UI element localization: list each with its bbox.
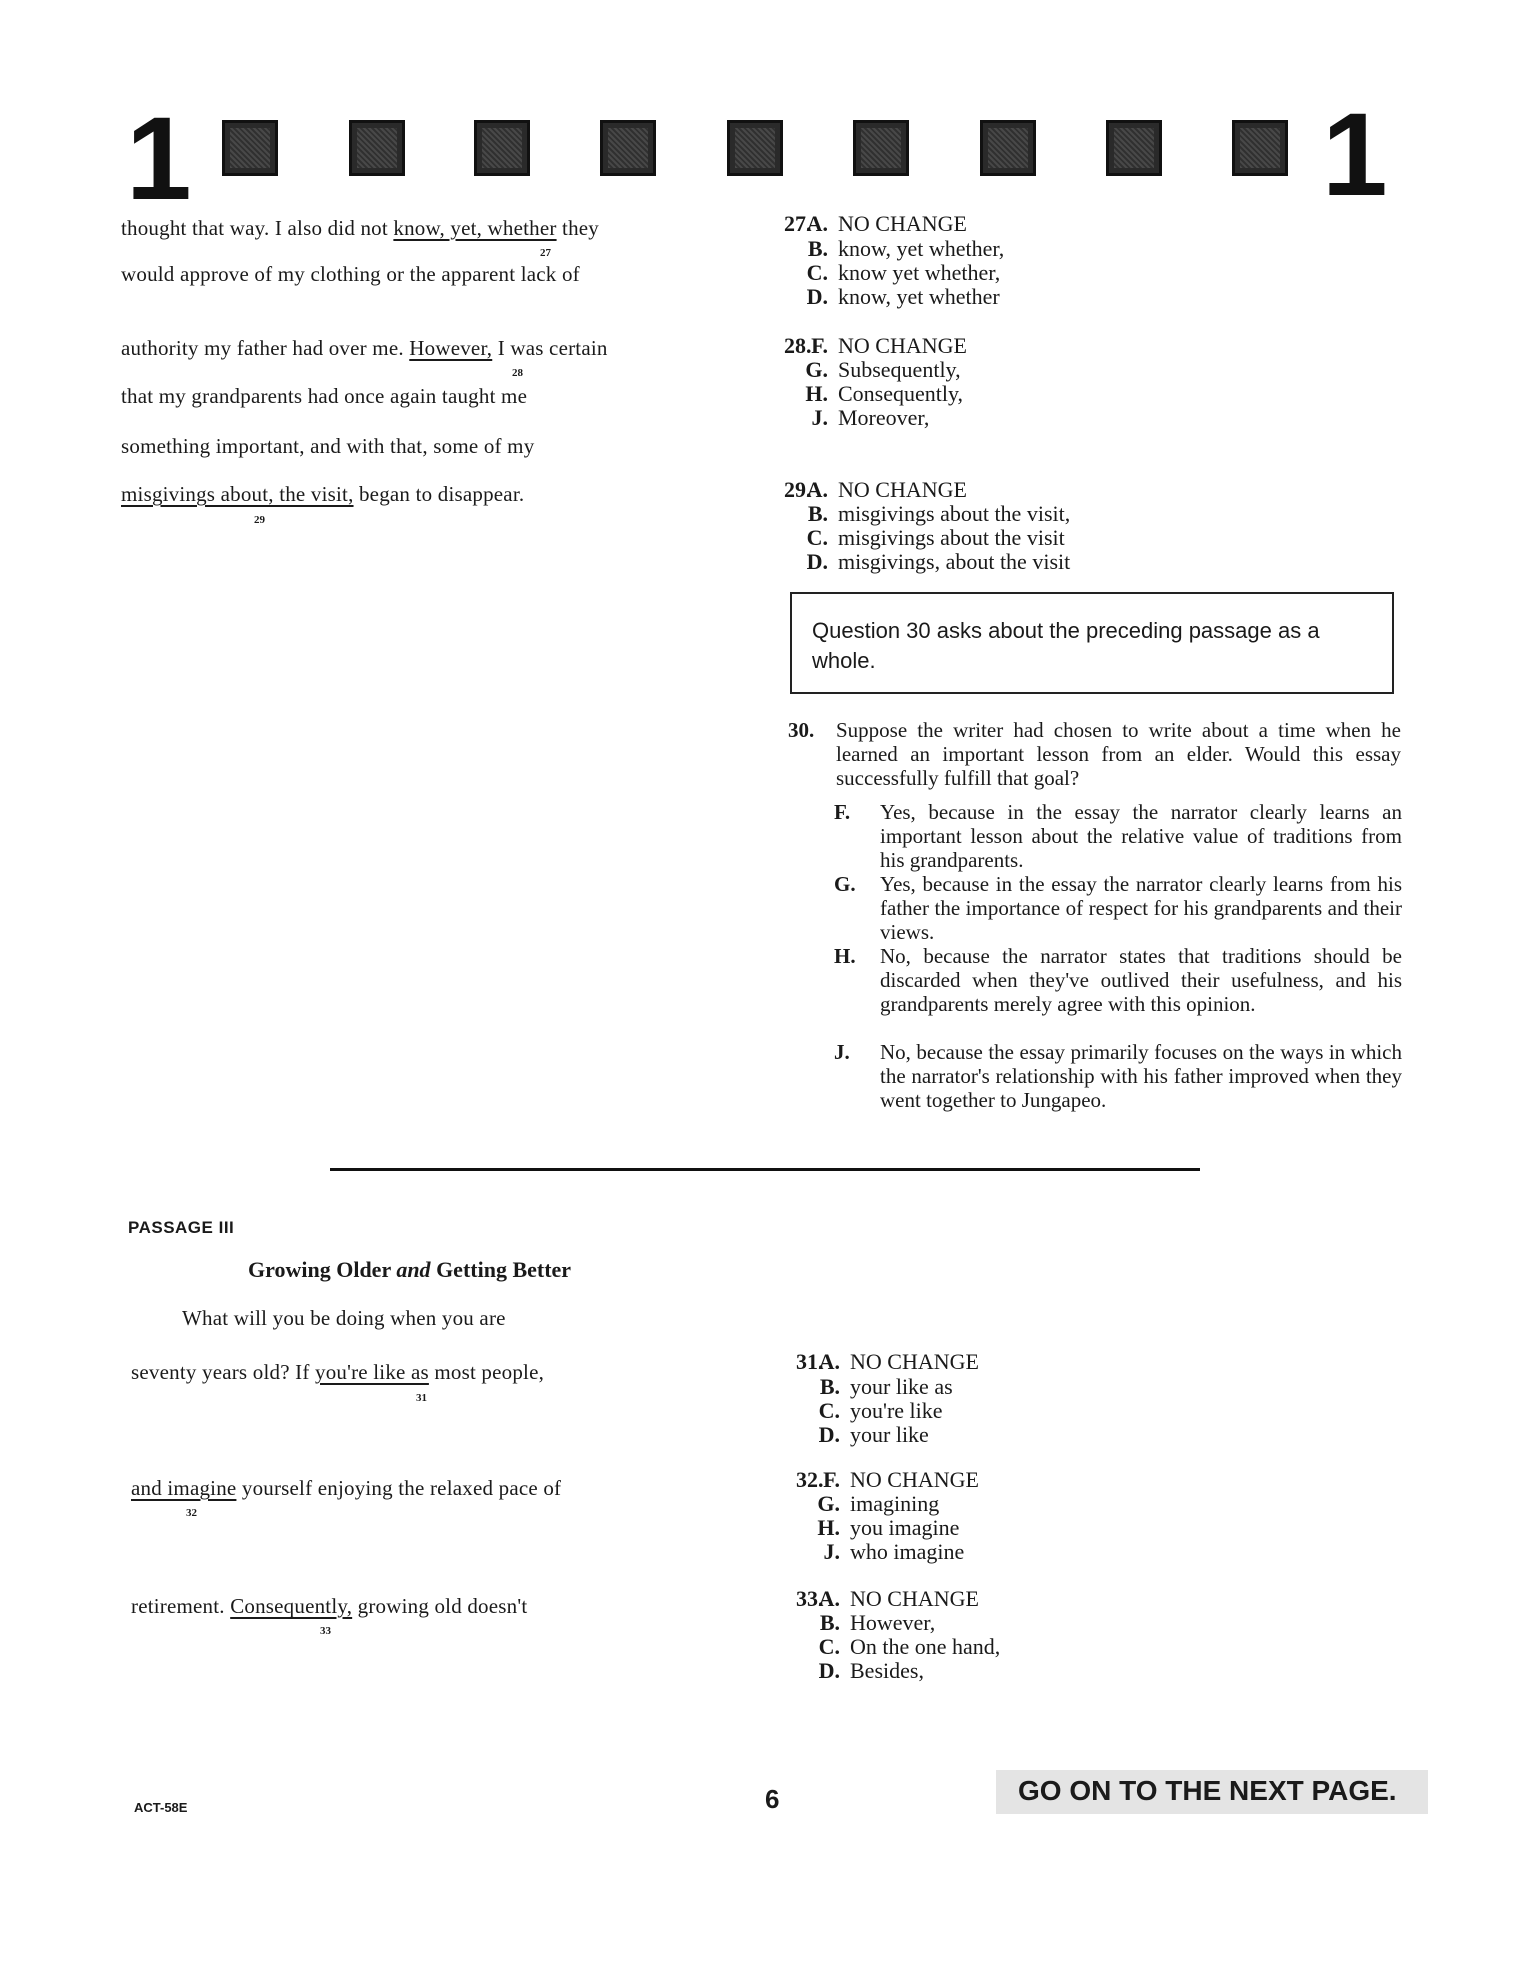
passage-title: Growing Older and Getting Better [248, 1257, 572, 1282]
answer-option[interactable]: C. you're like [818, 1398, 943, 1423]
passage-line: thought that way. I also did not know, yet, whether they [121, 216, 599, 240]
answer-option[interactable]: F. NO CHANGE [823, 1467, 979, 1492]
passage-line: would approve of my clothing or the apparent lack of [121, 262, 580, 286]
question-number: 33. [796, 1586, 824, 1611]
question-number: 29. [784, 477, 812, 502]
answer-option[interactable]: D. know, yet whether [806, 284, 1000, 309]
underlined-portion-31: you're like as [315, 1360, 429, 1384]
answer-option[interactable]: D. Besides, [818, 1658, 924, 1683]
header-block [1106, 120, 1162, 176]
header-block [727, 120, 783, 176]
header-block [853, 120, 909, 176]
header-block [222, 120, 278, 176]
section-number-right: 1 [1322, 89, 1388, 221]
header-block [1232, 120, 1288, 176]
underline-number-32: 32 [186, 1507, 197, 1519]
answer-option[interactable]: A. NO CHANGE [818, 1349, 979, 1374]
answer-option[interactable]: F. Yes, because in the essay the narrator clearly learns an important lesson about the relative value of traditions from his grandparents. [834, 800, 1402, 872]
underlined-portion-28: However, [409, 336, 493, 360]
answer-option[interactable]: J. who imagine [823, 1539, 965, 1564]
underline-number-29: 29 [254, 514, 265, 526]
header-block [600, 120, 656, 176]
header-block [980, 120, 1036, 176]
answer-option[interactable]: H. you imagine [817, 1515, 960, 1540]
passage-line: and imagine yourself enjoying the relaxed pace of [131, 1476, 562, 1500]
passage-line: that my grandparents had once again taught me [121, 384, 528, 408]
header-block [474, 120, 530, 176]
answer-option[interactable]: H. No, because the narrator states that traditions should be discarded when they've outlived their usefulness, and his grandparents merely agree with this opinion. [834, 944, 1402, 1016]
next-page-text: GO ON TO THE NEXT PAGE. [1018, 1775, 1397, 1806]
question-number: 32. [796, 1467, 824, 1492]
underline-number-31: 31 [416, 1392, 427, 1404]
answer-option[interactable]: C. misgivings about the visit [806, 525, 1065, 550]
answer-option[interactable]: A. NO CHANGE [806, 477, 967, 502]
page-number: 6 [765, 1784, 780, 1814]
passage-line: What will you be doing when you are [182, 1306, 506, 1330]
underline-number-27: 27 [540, 247, 551, 259]
underlined-portion-33: Consequently, [230, 1594, 353, 1618]
answer-option[interactable]: G. imagining [817, 1491, 940, 1516]
underlined-portion-27: know, yet, whether [393, 216, 557, 240]
section-number-left: 1 [126, 93, 192, 225]
passage-line: retirement. Consequently, growing old doesn't [131, 1594, 528, 1618]
answer-option[interactable]: A. NO CHANGE [806, 211, 967, 236]
answer-option[interactable]: B. misgivings about the visit, [807, 501, 1071, 526]
answer-option[interactable]: J. Moreover, [811, 405, 930, 430]
answer-option[interactable]: G. Subsequently, [805, 357, 961, 382]
form-code: ACT-58E [134, 1800, 188, 1815]
whole-passage-note: Question 30 asks about the preceding passage as a whole. [812, 618, 1320, 673]
underlined-portion-29: misgivings about, the visit, [121, 482, 354, 506]
passage-label: PASSAGE III [128, 1218, 235, 1237]
answer-option[interactable]: D. your like [818, 1422, 929, 1447]
answer-option[interactable]: G. Yes, because in the essay the narrator clearly learns from his father the importance of respect for his grandparents and their views. [834, 872, 1402, 944]
answer-option[interactable]: B. your like as [819, 1374, 953, 1399]
answer-option[interactable]: J. No, because the essay primarily focuses on the ways in which the narrator's relationship with his father improved when they went together to Jungapeo. [834, 1040, 1402, 1112]
next-page-banner [996, 1770, 1428, 1814]
underline-number-28: 28 [512, 367, 523, 379]
answer-option[interactable]: B. know, yet whether, [807, 236, 1005, 261]
answer-option[interactable]: H. Consequently, [805, 381, 964, 406]
question-number: 27. [784, 211, 812, 236]
underlined-portion-32: and imagine [131, 1476, 237, 1500]
question-number: 28. [784, 333, 812, 358]
passage-line: authority my father had over me. However, I was certain [121, 336, 608, 360]
whole-passage-note-box [790, 592, 1394, 694]
header-block [349, 120, 405, 176]
passage-line: misgivings about, the visit, began to disappear. [121, 482, 525, 506]
answer-option[interactable]: B. However, [819, 1610, 936, 1635]
answer-option[interactable]: F. NO CHANGE [811, 333, 967, 358]
question-number: 30. [788, 718, 815, 742]
passage-line: seventy years old? If you're like as most people, [131, 1360, 545, 1384]
section-divider [330, 1168, 1200, 1171]
question-number: 31. [796, 1349, 824, 1374]
answer-option[interactable]: A. NO CHANGE [818, 1586, 979, 1611]
question-30-stem: Suppose the writer had chosen to write about a time when he learned an important lesson from an elder. Would this essay successfully fulfill that goal? [836, 718, 1401, 790]
answer-option[interactable]: D. misgivings, about the visit [806, 549, 1071, 574]
answer-option[interactable]: C. know yet whether, [806, 260, 1001, 285]
passage-line: something important, and with that, some of my [121, 434, 535, 458]
answer-option[interactable]: C. On the one hand, [818, 1634, 1001, 1659]
underline-number-33: 33 [320, 1625, 331, 1637]
